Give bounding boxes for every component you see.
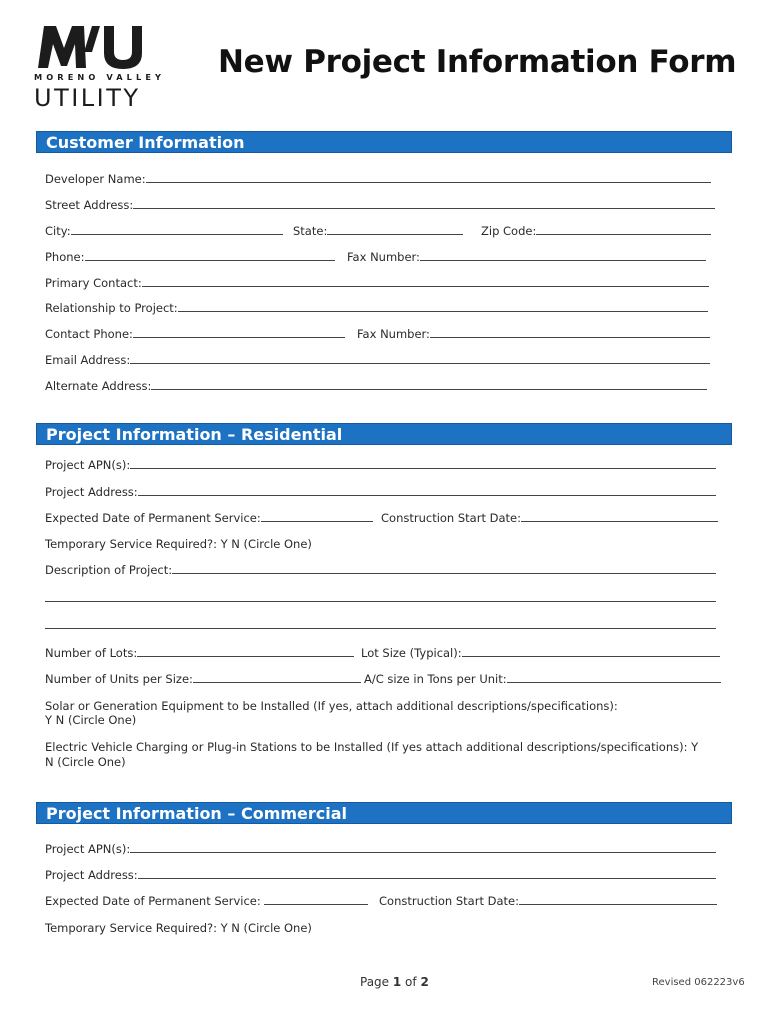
res-description-line-2[interactable] (45, 591, 716, 605)
com-temp-service: Temporary Service Required?: Y N (Circle One) (45, 921, 312, 935)
com-dates-row (45, 894, 725, 908)
res-construction-start-line[interactable] (521, 511, 718, 522)
res-description-blank-2[interactable] (45, 591, 716, 602)
primary-contact-field[interactable] (45, 276, 709, 290)
contact-fax-label: Fax Number: (357, 327, 430, 341)
res-solar-question: Solar or Generation Equipment to be Installed (If yes, attach additional descriptions/specifications): (45, 699, 618, 713)
contact-phone-fax-row (45, 327, 715, 341)
developer-name-line[interactable] (146, 172, 711, 183)
com-expected-date-field[interactable] (45, 894, 368, 908)
page-number (360, 975, 429, 989)
res-expected-date-label: Expected Date of Permanent Service: (45, 511, 261, 525)
mvu-logo-mark (34, 22, 150, 70)
res-construction-start-field[interactable] (381, 511, 718, 525)
relationship-label: Relationship to Project: (45, 301, 178, 315)
state-field[interactable] (293, 224, 463, 238)
phone-line[interactable] (85, 250, 335, 261)
res-solar-answer[interactable]: Y N (Circle One) (45, 713, 137, 727)
street-address-line[interactable] (133, 198, 715, 209)
contact-phone-label: Contact Phone: (45, 327, 133, 341)
com-address-line[interactable] (138, 868, 716, 879)
res-lot-size-field[interactable] (361, 646, 720, 660)
zip-field[interactable] (481, 224, 711, 238)
zip-label: Zip Code: (481, 224, 537, 238)
res-description-blank-3[interactable] (45, 618, 716, 629)
alternate-address-line[interactable] (151, 379, 707, 390)
res-dates-row (45, 511, 725, 525)
contact-phone-field[interactable] (45, 327, 345, 341)
res-apn-line[interactable] (130, 458, 716, 469)
com-address-label: Project Address: (45, 868, 138, 882)
com-expected-date-label: Expected Date of Permanent Service: (45, 894, 265, 908)
primary-contact-label: Primary Contact: (45, 276, 142, 290)
com-construction-start-field[interactable] (379, 894, 717, 908)
res-apn-field[interactable] (45, 458, 716, 472)
city-line[interactable] (71, 224, 283, 235)
res-units-field[interactable] (45, 672, 361, 686)
res-lot-size-line[interactable] (462, 646, 720, 657)
state-label: State: (293, 224, 328, 238)
primary-contact-line[interactable] (142, 276, 709, 287)
logo-wordmark: UTILITY (34, 84, 141, 112)
res-description-label: Description of Project: (45, 563, 173, 577)
com-address-field[interactable] (45, 868, 716, 882)
email-field[interactable] (45, 353, 710, 367)
com-construction-start-line[interactable] (519, 894, 717, 905)
fax-line[interactable] (420, 250, 706, 261)
res-units-row (45, 672, 725, 686)
phone-field[interactable] (45, 250, 335, 264)
com-apn-label: Project APN(s): (45, 842, 131, 856)
res-apn-label: Project APN(s): (45, 458, 131, 472)
res-ac-size-line[interactable] (507, 672, 721, 683)
res-ev-answer[interactable]: N (Circle One) (45, 755, 126, 769)
city-field[interactable] (45, 224, 283, 238)
res-description-field[interactable] (45, 563, 716, 577)
zip-line[interactable] (536, 224, 711, 235)
state-line[interactable] (327, 224, 463, 235)
res-ac-size-field[interactable] (364, 672, 721, 686)
res-description-line[interactable] (172, 563, 716, 574)
street-address-label: Street Address: (45, 198, 134, 212)
page-prefix: Page (360, 975, 393, 989)
moreno-valley-utility-logo (34, 22, 166, 114)
res-expected-date-field[interactable] (45, 511, 373, 525)
contact-phone-line[interactable] (133, 327, 345, 338)
res-expected-date-line[interactable] (261, 511, 373, 522)
com-expected-date-line[interactable] (264, 894, 368, 905)
developer-name-field[interactable] (45, 172, 711, 186)
section-header-customer: Customer Information (36, 131, 732, 153)
res-units-line[interactable] (193, 672, 361, 683)
page-current: 1 (392, 975, 402, 989)
relationship-field[interactable] (45, 301, 708, 315)
res-lot-size-label: Lot Size (Typical): (361, 646, 462, 660)
city-state-zip-row (45, 224, 715, 238)
com-construction-start-label: Construction Start Date: (379, 894, 519, 908)
contact-fax-field[interactable] (357, 327, 710, 341)
relationship-line[interactable] (178, 301, 708, 312)
section-header-residential: Project Information – Residential (36, 423, 732, 445)
res-address-label: Project Address: (45, 485, 138, 499)
page-title: New Project Information Form (218, 44, 737, 80)
res-lots-row (45, 646, 725, 660)
logo-subtitle: MORENO VALLEY (34, 72, 166, 82)
res-lots-label: Number of Lots: (45, 646, 138, 660)
alternate-address-field[interactable] (45, 379, 707, 393)
com-apn-field[interactable] (45, 842, 716, 856)
page-total: 2 (420, 975, 429, 989)
city-label: City: (45, 224, 71, 238)
com-apn-line[interactable] (130, 842, 716, 853)
res-construction-start-label: Construction Start Date: (381, 511, 521, 525)
res-address-field[interactable] (45, 485, 716, 499)
fax-label: Fax Number: (347, 250, 420, 264)
page-of: of (401, 975, 421, 989)
res-ev-question: Electric Vehicle Charging or Plug-in Stations to be Installed (If yes attach additional descriptions/specifications): Y (45, 740, 699, 754)
phone-fax-row (45, 250, 715, 264)
email-line[interactable] (130, 353, 710, 364)
contact-fax-line[interactable] (430, 327, 710, 338)
res-temp-service: Temporary Service Required?: Y N (Circle One) (45, 537, 312, 551)
res-lots-field[interactable] (45, 646, 354, 660)
section-header-commercial: Project Information – Commercial (36, 802, 732, 824)
fax-field[interactable] (347, 250, 706, 264)
revision-label: Revised 062223v6 (652, 977, 745, 988)
res-units-label: Number of Units per Size: (45, 672, 193, 686)
res-ac-size-label: A/C size in Tons per Unit: (364, 672, 507, 686)
street-address-field[interactable] (45, 198, 715, 212)
res-address-line[interactable] (138, 485, 716, 496)
alternate-address-label: Alternate Address: (45, 379, 152, 393)
res-lots-line[interactable] (137, 646, 354, 657)
developer-name-label: Developer Name: (45, 172, 146, 186)
email-label: Email Address: (45, 353, 131, 367)
phone-label: Phone: (45, 250, 85, 264)
res-description-line-3[interactable] (45, 618, 716, 632)
